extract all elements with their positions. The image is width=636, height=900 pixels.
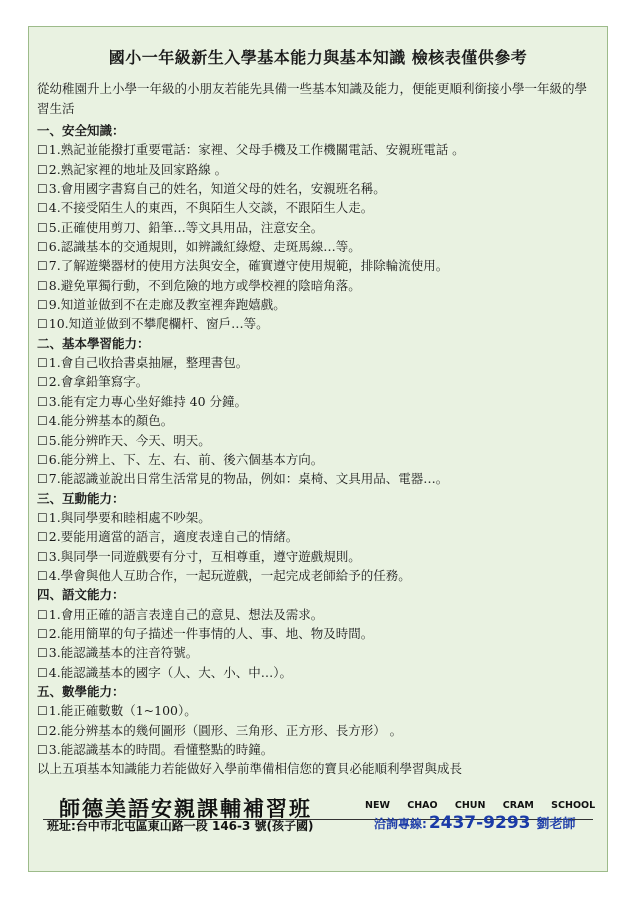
checkbox-icon[interactable]: ☐ bbox=[37, 182, 48, 197]
checklist-item[interactable] bbox=[37, 701, 599, 720]
checklist-item-text: 6.認識基本的交通規則，如辨識紅綠燈、走斑馬線…等。 bbox=[48, 239, 361, 255]
checklist bbox=[37, 121, 599, 779]
contact-person: 劉老師 bbox=[536, 817, 576, 832]
checklist-item[interactable] bbox=[37, 160, 599, 179]
checkbox-icon[interactable]: ☐ bbox=[37, 723, 48, 738]
checkbox-icon[interactable]: ☐ bbox=[37, 201, 48, 216]
checklist-item-text: 3.與同學一同遊戲要有分寸，互相尊重，遵守遊戲規則。 bbox=[48, 548, 361, 564]
checklist-item[interactable] bbox=[37, 643, 599, 662]
checklist-item-text: 1.會自己收拾書桌抽屜，整理書包。 bbox=[48, 355, 249, 371]
section-heading-interaction: 三、互動能力： bbox=[37, 490, 125, 506]
checkbox-icon[interactable]: ☐ bbox=[37, 220, 48, 235]
checklist-item[interactable] bbox=[37, 353, 599, 372]
phone-label: 洽詢專線: bbox=[374, 817, 427, 831]
checkbox-icon[interactable]: ☐ bbox=[37, 626, 48, 641]
checklist-item-text: 2.要能用適當的語言，適度表達自己的情緒。 bbox=[48, 529, 299, 545]
checklist-item[interactable] bbox=[37, 547, 599, 566]
conclusion-text: 以上五項基本知識能力若能做好入學前準備相信您的寶貝必能順利學習與成長 bbox=[37, 761, 463, 777]
checklist-item-text: 3.能認識基本的注音符號。 bbox=[48, 645, 199, 661]
checklist-item[interactable] bbox=[37, 527, 599, 546]
school-name: 師德美語安親課輔補習班 bbox=[59, 797, 312, 821]
checklist-item-text: 10.知道並做到不攀爬欄杆、窗戶…等。 bbox=[48, 316, 269, 332]
intro-paragraph: 從幼稚園升上小學一年級的小朋友若能先具備一些基本知識及能力，便能更順利銜接小學一年級的學習生活 bbox=[37, 81, 588, 116]
checklist-item-text: 3.會用國字書寫自己的姓名，知道父母的姓名，安親班名稱。 bbox=[48, 181, 386, 197]
checkbox-icon[interactable]: ☐ bbox=[37, 665, 48, 680]
checkbox-icon[interactable]: ☐ bbox=[37, 259, 48, 274]
checklist-item[interactable] bbox=[37, 237, 599, 256]
checkbox-icon[interactable]: ☐ bbox=[37, 394, 48, 409]
checkbox-icon[interactable]: ☐ bbox=[37, 510, 48, 525]
checklist-item-text: 1.會用正確的語言表達自己的意見、想法及需求。 bbox=[48, 606, 324, 622]
checkbox-icon[interactable]: ☐ bbox=[37, 375, 48, 390]
checklist-item[interactable] bbox=[37, 198, 599, 217]
checklist-item[interactable] bbox=[37, 140, 599, 159]
checklist-item[interactable] bbox=[37, 256, 599, 275]
checkbox-icon[interactable]: ☐ bbox=[37, 356, 48, 371]
checklist-item-text: 8.避免單獨行動，不到危險的地方或學校裡的陰暗角落。 bbox=[48, 277, 361, 293]
section-heading-safety: 一、安全知識： bbox=[37, 123, 125, 138]
phone-number[interactable]: 2437-9293 bbox=[428, 813, 531, 833]
checklist-item[interactable] bbox=[37, 411, 599, 430]
contact-info bbox=[374, 813, 576, 833]
checklist-item-text: 2.能分辨基本的幾何圖形（圓形、三角形、正方形、長方形） 。 bbox=[48, 722, 403, 738]
checklist-item[interactable] bbox=[37, 566, 599, 585]
checklist-item[interactable] bbox=[37, 605, 599, 624]
checkbox-icon[interactable]: ☐ bbox=[37, 278, 48, 293]
checklist-item-text: 5.正確使用剪刀、鉛筆…等文具用品，注意安全。 bbox=[48, 219, 324, 235]
checklist-item-text: 2.會拿鉛筆寫字。 bbox=[48, 374, 149, 390]
checkbox-icon[interactable]: ☐ bbox=[37, 704, 48, 719]
section-heading-language: 四、語文能力： bbox=[37, 587, 125, 603]
checkbox-icon[interactable]: ☐ bbox=[37, 568, 48, 583]
checklist-item[interactable] bbox=[37, 624, 599, 643]
checklist-item-text: 2.熟記家裡的地址及回家路線 。 bbox=[48, 161, 228, 177]
school-name-english: NEW CHAO CHUN CRAM SCHOOL bbox=[365, 800, 596, 811]
checkbox-icon[interactable]: ☐ bbox=[37, 646, 48, 661]
checklist-item[interactable] bbox=[37, 508, 599, 527]
checkbox-icon[interactable]: ☐ bbox=[37, 607, 48, 622]
checklist-item-text: 3.能認識基本的時間。看懂整點的時鐘。 bbox=[48, 742, 274, 757]
checklist-item[interactable] bbox=[37, 450, 599, 469]
checklist-item[interactable] bbox=[37, 469, 599, 488]
checklist-item-text: 1.熟記並能撥打重要電話：家裡、父母手機及工作機關電話、安親班電話 。 bbox=[48, 142, 465, 158]
checkbox-icon[interactable]: ☐ bbox=[37, 743, 48, 757]
checkbox-icon[interactable]: ☐ bbox=[37, 452, 48, 467]
checklist-item-text: 7.能認識並說出日常生活常見的物品，例如：桌椅、文具用品、電器…。 bbox=[48, 471, 449, 487]
checklist-item-text: 9.知道並做到不在走廊及教室裡奔跑嬉戲。 bbox=[48, 297, 286, 313]
school-address: 班址:台中市北屯區東山路一段 146-3 號(孩子國) bbox=[47, 819, 314, 833]
checkbox-icon[interactable]: ☐ bbox=[37, 433, 48, 448]
checklist-item[interactable] bbox=[37, 314, 599, 333]
section-heading-learning: 二、基本學習能力： bbox=[37, 335, 150, 351]
checklist-item[interactable] bbox=[37, 663, 599, 682]
checklist-item-text: 7.了解遊樂器材的使用方法與安全，確實遵守使用規範，排除輪流使用。 bbox=[48, 258, 449, 274]
checklist-item-text: 4.能分辨基本的顏色。 bbox=[48, 413, 174, 429]
checklist-item[interactable] bbox=[37, 431, 599, 450]
checkbox-icon[interactable]: ☐ bbox=[37, 162, 48, 177]
checklist-item-text: 4.不接受陌生人的東西，不與陌生人交談，不跟陌生人走。 bbox=[48, 200, 374, 216]
checklist-item[interactable] bbox=[37, 179, 599, 198]
document-page bbox=[28, 26, 608, 872]
checkbox-icon[interactable]: ☐ bbox=[37, 240, 48, 255]
checklist-item-text: 1.與同學要和睦相處不吵架。 bbox=[48, 509, 211, 525]
page-title: 國小一年級新生入學基本能力與基本知識 檢核表僅供參考 bbox=[108, 48, 528, 67]
checklist-item-text: 2.能用簡單的句子描述一件事情的人、事、地、物及時間。 bbox=[48, 625, 374, 641]
checkbox-icon[interactable]: ☐ bbox=[37, 530, 48, 545]
checklist-item-text: 4.能認識基本的國字（人、大、小、中…）。 bbox=[48, 664, 292, 680]
checklist-item-text: 4.學會與他人互助合作，一起玩遊戲，一起完成老師給予的任務。 bbox=[48, 567, 411, 583]
checkbox-icon[interactable]: ☐ bbox=[37, 549, 48, 564]
checklist-item[interactable] bbox=[37, 218, 599, 237]
checkbox-icon[interactable]: ☐ bbox=[37, 317, 48, 332]
checklist-item-text: 5.能分辨昨天、今天、明天。 bbox=[48, 432, 211, 448]
section-heading-math: 五、數學能力： bbox=[37, 683, 125, 699]
checklist-item[interactable] bbox=[37, 392, 599, 411]
checklist-item[interactable] bbox=[37, 721, 599, 740]
checklist-item[interactable] bbox=[37, 372, 599, 391]
checklist-item-text: 3.能有定力專心坐好維持 40 分鐘。 bbox=[48, 393, 248, 409]
checklist-item[interactable] bbox=[37, 740, 599, 759]
checkbox-icon[interactable]: ☐ bbox=[37, 414, 48, 429]
checkbox-icon[interactable]: ☐ bbox=[37, 143, 48, 158]
checklist-item[interactable] bbox=[37, 276, 599, 295]
checkbox-icon[interactable]: ☐ bbox=[37, 472, 48, 487]
checklist-item[interactable] bbox=[37, 295, 599, 314]
checklist-item-text: 6.能分辨上、下、左、右、前、後六個基本方向。 bbox=[48, 451, 324, 467]
checkbox-icon[interactable]: ☐ bbox=[37, 298, 48, 313]
checklist-item-text: 1.能正確數數（1~100）。 bbox=[48, 703, 197, 719]
